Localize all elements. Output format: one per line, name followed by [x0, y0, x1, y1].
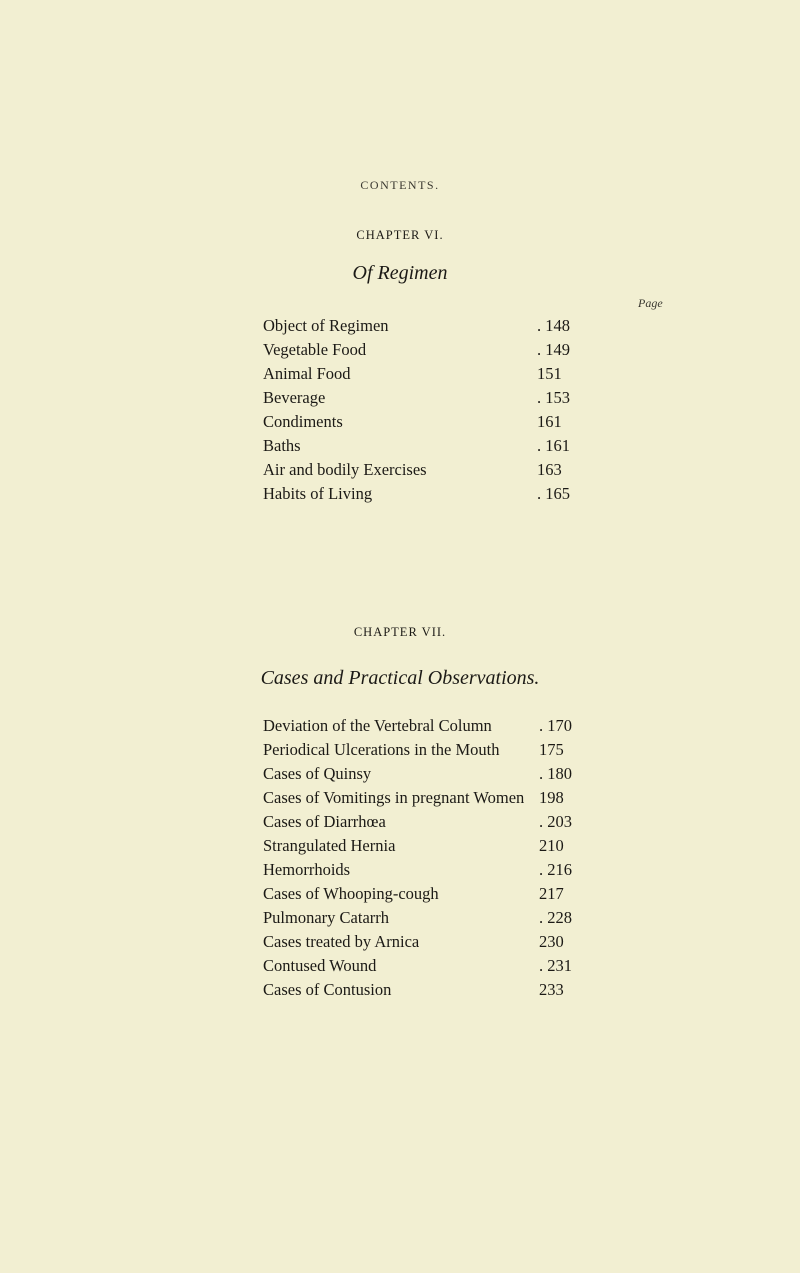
contents-entry	[263, 978, 575, 1002]
entry-page: 198	[539, 788, 564, 807]
entry-page: . 203	[539, 812, 572, 831]
contents-entry	[263, 458, 573, 482]
contents-entry	[263, 410, 573, 434]
entry-page: . 148	[537, 316, 570, 335]
entry-page: 151	[537, 364, 562, 383]
contents-entry	[263, 786, 575, 810]
entry-label: Object of Regimen	[263, 316, 389, 335]
entry-page: 175	[539, 740, 564, 759]
contents-list	[263, 714, 575, 1002]
chapter-title: Cases and Practical Observations.	[260, 667, 540, 689]
entry-page: . 228	[539, 908, 572, 927]
entry-label: Periodical Ulcerations in the Mouth	[263, 740, 500, 759]
contents-entry	[263, 362, 573, 386]
entry-page: . 149	[537, 340, 570, 359]
entry-label: Cases of Whooping-cough	[263, 884, 439, 903]
contents-entry	[263, 954, 575, 978]
chapter-title: Of Regimen	[352, 262, 448, 284]
contents-entry	[263, 434, 573, 458]
entry-page: 161	[537, 412, 562, 431]
contents-entry	[263, 314, 573, 338]
entry-label: Deviation of the Vertebral Column	[263, 716, 492, 735]
entry-label: Cases of Contusion	[263, 980, 392, 999]
entry-label: Beverage	[263, 388, 326, 407]
entry-label: Air and bodily Exercises	[263, 460, 427, 479]
entry-label: Animal Food	[263, 364, 351, 383]
entry-label: Habits of Living	[263, 484, 373, 503]
contents-entry	[263, 714, 575, 738]
page-column-label: Page	[638, 296, 663, 310]
contents-entry	[263, 738, 575, 762]
entry-label: Hemorrhoids	[263, 860, 351, 879]
entry-label: Strangulated Hernia	[263, 836, 396, 855]
entry-page: 230	[539, 932, 564, 951]
contents-list	[263, 314, 573, 506]
entry-page: 210	[539, 836, 564, 855]
entry-label: Pulmonary Catarrh	[263, 908, 390, 927]
entry-page: . 180	[539, 764, 572, 783]
entry-page: . 231	[539, 956, 572, 975]
contents-entry	[263, 930, 575, 954]
contents-entry	[263, 762, 575, 786]
entry-page: . 161	[537, 436, 570, 455]
contents-entry	[263, 834, 575, 858]
entry-page: 233	[539, 980, 564, 999]
contents-entry	[263, 338, 573, 362]
chapter-heading: CHAPTER VI.	[356, 228, 444, 242]
entry-label: Vegetable Food	[263, 340, 367, 359]
entry-page: . 153	[537, 388, 570, 407]
entry-page: 163	[537, 460, 562, 479]
entry-label: Cases treated by Arnica	[263, 932, 420, 951]
entry-label: Cases of Quinsy	[263, 764, 372, 783]
contents-entry	[263, 386, 573, 410]
entry-label: Cases of Vomitings in pregnant Women	[263, 788, 525, 807]
contents-entry	[263, 906, 575, 930]
entry-label: Baths	[263, 436, 301, 455]
entry-label: Cases of Diarrhœa	[263, 812, 386, 831]
entry-page: . 216	[539, 860, 572, 879]
entry-label: Condiments	[263, 412, 343, 431]
chapter-heading: CHAPTER VII.	[353, 625, 447, 639]
running-head: CONTENTS.	[360, 178, 440, 192]
entry-page: . 170	[539, 716, 572, 735]
contents-entry	[263, 810, 575, 834]
contents-entry	[263, 882, 575, 906]
entry-page: 217	[539, 884, 564, 903]
entry-page: . 165	[537, 484, 570, 503]
contents-entry	[263, 858, 575, 882]
entry-label: Contused Wound	[263, 956, 377, 975]
contents-entry	[263, 482, 573, 506]
